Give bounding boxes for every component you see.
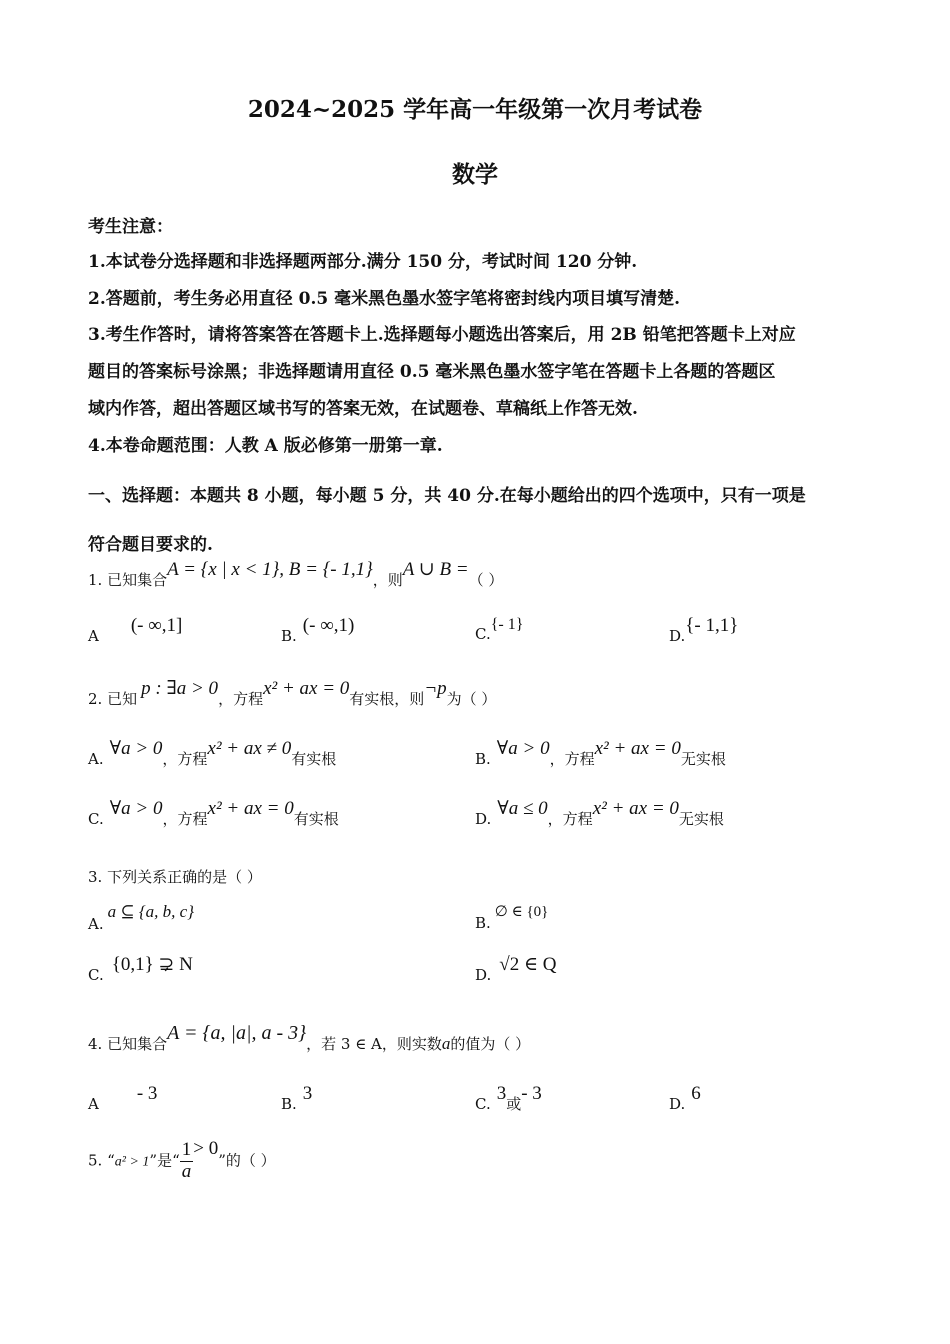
option-label: A.: [88, 750, 104, 768]
notice-line-2: 2.答题前，考生务必用直径 0.5 毫米黑色墨水签字笔将密封线内项目填写清楚.: [88, 289, 681, 309]
option-quantifier: ∀a ≤ 0: [497, 798, 548, 819]
notice-line-6: 4.本卷命题范围：人教 A 版必修第一册第一章.: [88, 436, 443, 456]
q1-prefix: 1. 已知集合: [88, 571, 168, 589]
section-instruction-2: 符合题目要求的.: [88, 535, 213, 555]
option-label: B.: [475, 750, 491, 768]
q1-option-d[interactable]: [669, 615, 739, 647]
q1-ask: A ∪ B =: [402, 559, 469, 580]
exam-subject: 数学: [452, 161, 498, 188]
option-value: {- 1,1}: [685, 615, 739, 636]
question-1: [88, 559, 504, 591]
option-text: ，方程: [549, 750, 595, 768]
q1-option-b[interactable]: [281, 615, 355, 647]
question-3: 3. 下列关系正确的是（ ）: [88, 868, 262, 886]
option-value: - 3: [521, 1083, 542, 1104]
option-quantifier: ∀a > 0: [496, 738, 550, 759]
option-label: A: [88, 627, 99, 645]
q2-mid: ，方程: [218, 690, 264, 708]
option-equation: x² + ax = 0: [592, 798, 679, 819]
q3-option-b[interactable]: [475, 902, 549, 932]
notice-line-1: 1.本试卷分选择题和非选择题两部分.满分 150 分，考试时间 120 分钟.: [88, 252, 638, 272]
q4-prefix: 4. 已知集合: [88, 1035, 168, 1053]
notice-line-5: 域内作答，超出答题区域书写的答案无效，在试题卷、草稿纸上作答无效.: [88, 399, 638, 419]
q2-tail: 为（ ）: [446, 690, 497, 708]
option-value: √2 ∈ Q: [499, 954, 557, 975]
q4-option-b[interactable]: [281, 1083, 313, 1115]
option-label: A: [88, 1095, 99, 1113]
exam-title: 2024~2025 学年高一年级第一次月考试卷: [247, 96, 703, 123]
option-label: D.: [669, 627, 686, 645]
q1-set-expr: A = {x | x < 1}, B = {- 1,1}: [167, 559, 373, 580]
q2-option-a[interactable]: [88, 738, 337, 770]
option-quantifier: ∀a > 0: [109, 798, 163, 819]
q2-option-d[interactable]: [475, 798, 724, 830]
option-value: - 3: [136, 1083, 158, 1104]
option-label: A.: [88, 915, 104, 933]
option-label: D.: [669, 1095, 686, 1113]
option-label: C.: [88, 810, 104, 828]
q5-denominator: a: [181, 1160, 192, 1182]
option-label: B.: [281, 627, 297, 645]
option-value: 3: [496, 1083, 507, 1104]
option-value: a ⊆ {a, b, c}: [107, 902, 194, 921]
option-value: {0,1} ⊋ N: [111, 954, 193, 975]
q3-option-c[interactable]: [88, 954, 193, 986]
option-value: (- ∞,1]: [130, 615, 183, 636]
question-4: [88, 1022, 531, 1055]
q2-option-c[interactable]: [88, 798, 339, 830]
section-instruction-1: 一、选择题：本题共 8 小题，每小题 5 分，共 40 分.在每小题给出的四个选项中，只有一项是: [88, 486, 806, 506]
option-label: D.: [475, 810, 492, 828]
option-label: C.: [475, 625, 491, 643]
q4-option-c[interactable]: [475, 1083, 542, 1115]
q1-option-a[interactable]: [88, 615, 183, 647]
q5-fraction: [180, 1140, 194, 1183]
q1-tail: （ ）: [468, 571, 504, 589]
q2-not-p: ¬p: [424, 678, 447, 699]
q5-tail: ”的（ ）: [218, 1151, 276, 1170]
option-text: 或: [506, 1095, 522, 1113]
option-text: ，方程: [547, 810, 593, 828]
q4-variable: a: [441, 1034, 451, 1053]
option-value: 6: [691, 1083, 701, 1104]
notice-heading: 考生注意：: [88, 217, 173, 237]
q3-option-a[interactable]: [88, 902, 194, 933]
q3-option-d[interactable]: [475, 954, 557, 986]
option-equation: x² + ax = 0: [594, 738, 681, 759]
option-value: {- 1}: [490, 616, 524, 633]
q2-proposition: p : ∃a > 0: [141, 678, 219, 699]
notice-line-3: 3.考生作答时，请将答案答在答题卡上.选择题每小题选出答案后，用 2B 铅笔把答题卡上对应: [88, 325, 796, 345]
option-text: ，方程: [162, 810, 208, 828]
q2-equation: x² + ax = 0: [263, 678, 350, 699]
option-value: 3: [302, 1083, 313, 1104]
option-quantifier: ∀a > 0: [109, 738, 163, 759]
option-text: 有实根: [291, 750, 337, 768]
q2-prefix: 2. 已知: [88, 690, 138, 708]
option-value: (- ∞,1): [302, 615, 355, 636]
option-text: ，方程: [162, 750, 208, 768]
q5-mid: ”是“: [149, 1151, 180, 1170]
q5-prefix: 5. “: [88, 1151, 115, 1170]
q4-tail: 的值为（ ）: [450, 1035, 531, 1053]
option-text: 无实根: [678, 810, 724, 828]
q5-condition: a² > 1: [114, 1154, 150, 1170]
option-equation: x² + ax ≠ 0: [207, 738, 292, 759]
option-label: B.: [475, 914, 491, 932]
option-label: C.: [88, 966, 104, 984]
q1-option-c[interactable]: [475, 616, 524, 644]
option-equation: x² + ax = 0: [207, 798, 294, 819]
notice-line-4: 题目的答案标号涂黑；非选择题请用直径 0.5 毫米黑色墨水签字笔在答题卡上各题的答题区: [88, 362, 776, 382]
q2-mid2: 有实根，则: [349, 690, 425, 708]
q1-mid: ，则: [372, 571, 403, 589]
option-text: 有实根: [293, 810, 339, 828]
question-2: [88, 678, 497, 710]
q4-option-d[interactable]: [669, 1083, 701, 1115]
option-value: ∅ ∈ {0}: [494, 904, 549, 920]
q4-option-a[interactable]: [88, 1083, 158, 1115]
option-label: C.: [475, 1095, 491, 1113]
q2-option-b[interactable]: [475, 738, 726, 770]
option-text: 无实根: [680, 750, 726, 768]
question-5: [88, 1140, 276, 1183]
q5-inequality: > 0: [193, 1138, 219, 1160]
option-label: B.: [281, 1095, 297, 1113]
q5-numerator: 1: [181, 1139, 192, 1160]
q4-mid: ，若 3 ∈ A，则实数: [306, 1035, 442, 1053]
option-label: D.: [475, 966, 492, 984]
q4-set-expr: A = {a, |a|, a - 3}: [167, 1022, 307, 1044]
